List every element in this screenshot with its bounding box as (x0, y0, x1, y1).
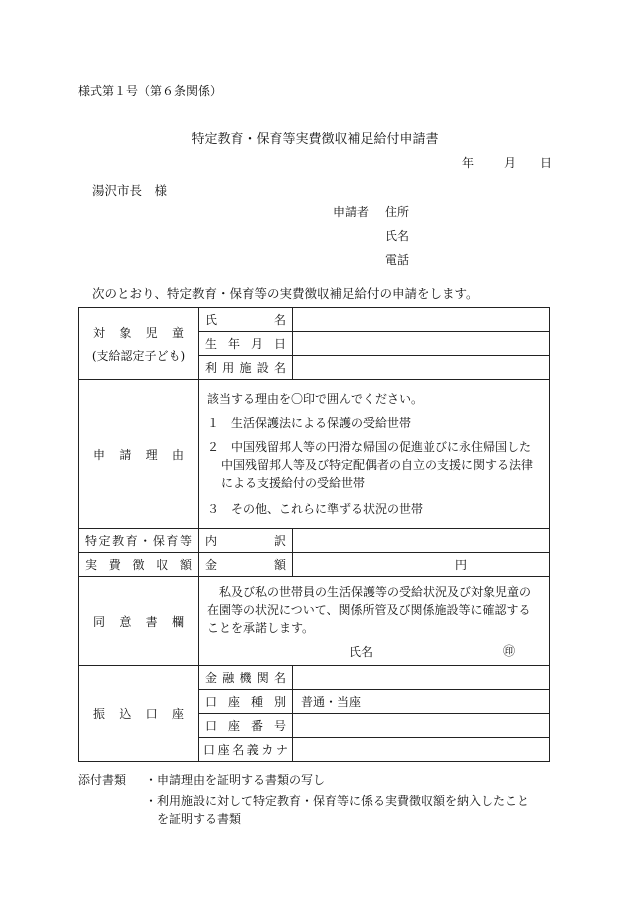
intro-text: 次のとおり、特定教育・保育等の実費徴収補足給付の申請をします。 (92, 286, 479, 301)
seal-mark: ㊞ (503, 644, 516, 658)
reason-item-3[interactable]: ３ その他、これらに準ずる状況の世帯 (207, 502, 424, 516)
attachment-item-2: ・利用施設に対して特定教育・保育等に係る実費徴収額を納入したこと (145, 794, 530, 808)
child-birthdate-label: 生年月日 (199, 332, 293, 356)
consent-text: 私及び私の世帯員の生活保護等の受給状況及び対象児童の在園等の状況について、関係所管及び関係施設等に確認することを承諾します。 (207, 585, 532, 635)
account-holder-field[interactable] (293, 738, 550, 762)
child-name-field[interactable] (293, 308, 550, 332)
cost-label-line1: 特定教育・保育等 (79, 529, 199, 553)
child-facility-label: 利用施設名 (199, 356, 293, 380)
document-title: 特定教育・保育等実費徴収補足給付申請書 (191, 132, 439, 147)
application-form-table (78, 307, 550, 762)
date-month-label: 月 (504, 156, 517, 170)
applicant-address-label: 住所 (385, 205, 410, 219)
date-day-label: 日 (540, 156, 553, 170)
reason-label: 申請理由 (79, 380, 199, 529)
cost-breakdown-label: 内訳 (199, 529, 293, 553)
cost-breakdown-row (79, 529, 550, 553)
reason-item-1[interactable]: １ 生活保護法による保護の受給世帯 (207, 416, 412, 430)
cost-amount-row (79, 553, 550, 577)
cost-amount-field[interactable]: 円 (293, 553, 550, 577)
reason-row (79, 380, 550, 529)
child-birthdate-field[interactable] (293, 332, 550, 356)
child-label-line1: 対 象 児 童 (93, 325, 184, 340)
account-holder-label: 口座名義カナ (199, 738, 293, 762)
applicant-phone-label: 電話 (385, 253, 410, 267)
addressee: 湯沢市長 様 (92, 183, 168, 198)
child-section-label (79, 308, 199, 380)
consent-signature-row[interactable] (207, 643, 541, 659)
bank-name-row (79, 666, 550, 690)
child-name-label: 氏名 (199, 308, 293, 332)
bank-name-label: 金融機関名 (199, 666, 293, 690)
account-type-label: 口座種別 (199, 690, 293, 714)
reason-item-2[interactable]: ２ 中国残留邦人等の円滑な帰国の促進並びに永住帰国した中国残留邦人等及び特定配偶者の自立の支援に関する法律による支援給付の受給世帯 (207, 440, 534, 490)
attachment-item-2-continued: を証明する書類 (157, 812, 242, 826)
consent-row (79, 577, 550, 666)
bank-name-field[interactable] (293, 666, 550, 690)
account-number-field[interactable] (293, 714, 550, 738)
applicant-name-label: 氏名 (385, 229, 410, 243)
bank-section-label: 振込口座 (79, 666, 199, 762)
reason-instruction: 該当する理由を〇印で囲んでください。 (207, 392, 424, 406)
consent-label: 同意書欄 (79, 577, 199, 666)
applicant-label: 申請者 (333, 205, 370, 219)
account-type-field[interactable]: 普通・当座 (293, 690, 550, 714)
child-name-row (79, 308, 550, 332)
reason-content[interactable] (199, 380, 550, 529)
child-facility-field[interactable] (293, 356, 550, 380)
consent-name-label: 氏名 (349, 645, 374, 659)
cost-label-line2: 実費徴収額 (79, 553, 199, 577)
account-number-label: 口座番号 (199, 714, 293, 738)
form-number: 様式第１号（第６条関係） (78, 84, 223, 98)
cost-amount-label: 金額 (199, 553, 293, 577)
cost-breakdown-field[interactable] (293, 529, 550, 553)
attachments-label: 添付書類 (78, 773, 127, 787)
child-label-line2: (支給認定子ども) (91, 348, 186, 363)
date-year-label: 年 (462, 156, 475, 170)
attachment-item-1: ・申請理由を証明する書類の写し (145, 773, 326, 787)
consent-content (199, 577, 550, 666)
